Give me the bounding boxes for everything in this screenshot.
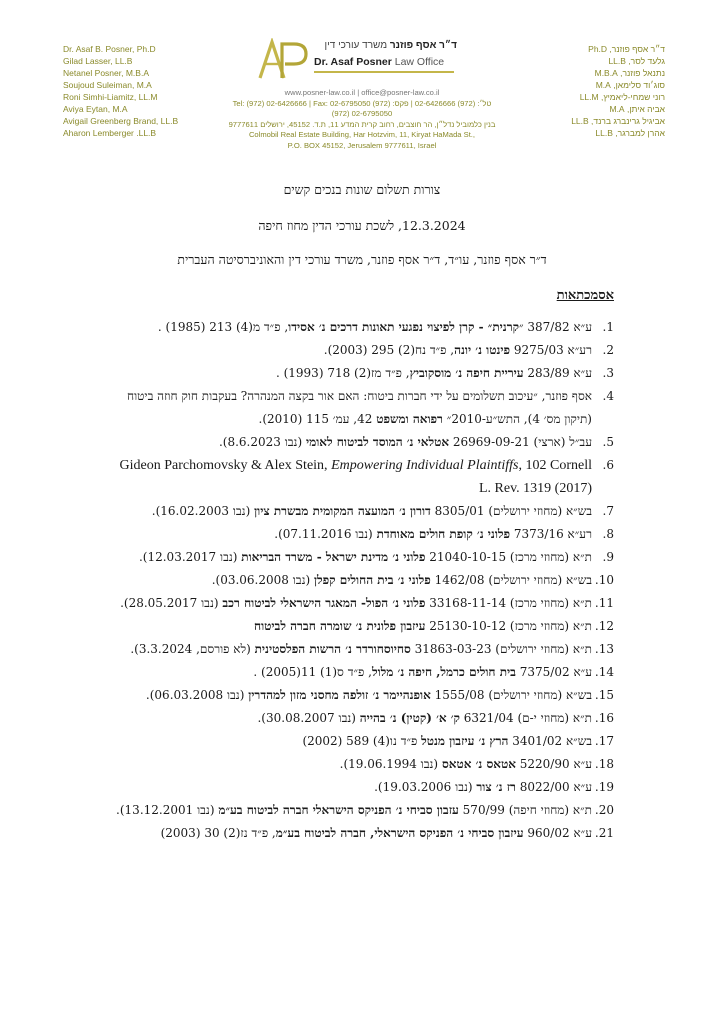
reference-suffix: (נבו 03.06.2008). [211,573,314,587]
reference-number: 8. [602,527,614,541]
doc-subtitle: 12.3.2024, לשכת עורכי הדין מחוז חיפה [258,218,466,233]
reference-item [110,638,614,661]
reference-item [110,431,614,454]
reference-suffix: (נבו 19.06.1994). [339,757,442,771]
reference-text [110,638,592,661]
reference-text [110,753,592,776]
contact-info [228,88,496,152]
reference-prefix: עב״ל (ארצי) 26969-09-21 [449,435,592,449]
reference-suffix: (לא פורסם, 3.3.2024). [130,642,255,656]
reference-case-name: פלוני נ׳ בית החולים קפלן [313,573,431,587]
reference-item [110,500,614,523]
lawyer-name: Avigail Greenberg Brand, LL.B [63,116,179,126]
lawyer-name: Roni Simhi-Liamitz, LL.M [63,92,158,102]
reference-item [110,730,614,753]
reference-number: 15. [594,688,614,702]
reference-number: 3. [602,366,614,380]
reference-item [110,339,614,362]
reference-suffix: (נבו 07.11.2016). [274,527,377,541]
reference-text [110,339,592,362]
reference-case-name: אטאס נ׳ אטאס [441,757,516,771]
letterhead-names-en [63,43,183,139]
reference-suffix: (נבו 16.02.2003). [151,504,255,518]
reference-item [110,454,614,500]
lawyer-name: ד״ר אסף פוזנר, Ph.D [588,44,665,54]
reference-text [110,523,592,546]
reference-text [110,500,592,523]
reference-case-name: עזבון סביחי נ׳ הפניקס הישראלי חברה לביטוח בע״מ [218,803,459,817]
reference-prefix: ת״א (מחוזי מרכז) 21040-10-15 [425,550,592,564]
reference-number: 19. [594,780,614,794]
reference-text [110,615,592,638]
reference-number: 4. [602,389,614,403]
letterhead-names-he [555,43,665,139]
reference-case-name: פלוני נ׳ קופת חולים מאוחדת [376,527,511,541]
reference-suffix: , פ״ד מ(4) 213 (1985) . [157,320,289,334]
reference-number: 13. [594,642,614,656]
reference-prefix: בש״א 3401/02 [508,734,592,748]
reference-prefix: ע״א 960/02 [523,826,592,840]
reference-text [110,316,592,339]
reference-prefix: ת״א (מחוזי מרכז) 25130-10-12 [425,619,592,633]
reference-text [110,362,592,385]
logo-english-name: Dr. Asaf Posner Law Office [314,56,445,68]
reference-item [110,569,614,592]
logo-divider [314,71,454,73]
reference-number: 11. [594,596,614,610]
doc-title: צורות תשלום שונות בנכים קשים [283,182,441,197]
reference-case-name: עיזבון סביחי נ׳ הפניקס הישראלי, חברה לביטוח בע״מ [275,826,524,840]
lawyer-name: Dr. Asaf B. Posner, Ph.D [63,44,156,54]
reference-text [110,385,592,431]
reference-prefix: ת״א (מחוזי ירושלים) 31863-03-23 [410,642,592,656]
reference-text [110,546,592,569]
reference-text [110,569,592,592]
reference-text [110,684,592,707]
lawyer-name: סוג׳וד סלימאן, M.A [595,80,665,90]
contact-phones: טל׳: (972) 02-6426666 | פקס: (972) 02-6795050 Tel: (972) 02-6426666 | Fax: (972) 02-6795050 [232,98,492,119]
reference-number: 12. [594,619,614,633]
reference-case-name: ק׳ א׳ (קטין) נ׳ בהייה [359,711,460,725]
ap-monogram-icon [258,38,312,80]
reference-number: 21. [594,826,614,840]
reference-case-name: פלוני נ׳ הפול- המאגר הישראלי לביטוח רכב [222,596,426,610]
references-list [110,316,614,845]
reference-suffix: 42, עמ׳ 115 (2010). [258,412,377,426]
lawyer-name: אביה איתן, M.A [609,104,665,114]
reference-suffix: (נבו 12.03.2017). [138,550,242,564]
reference-case-name: דורון נ׳ המועצה המקומית מבשרת ציון [254,504,431,518]
reference-item [110,385,614,431]
reference-number: 2. [602,343,614,357]
contact-po-box: P.O. BOX 45152, Jerusalem 9777611, Israel [287,140,437,150]
reference-item [110,615,614,638]
reference-item [110,546,614,569]
reference-case-name: סחיוסחורדר נ׳ הרשות הפלסטינית [254,642,411,656]
reference-prefix: בש״א (מחוזי ירושלים) 8305/01 [430,504,592,518]
reference-text [110,454,592,500]
reference-suffix: , פ״ד נז(2) 30 (2003) [160,826,276,840]
reference-number: 14. [594,665,614,679]
reference-suffix: (נבו 19.03.2006). [374,780,477,794]
reference-item [110,753,614,776]
reference-suffix: , פ״ד מז(2) 718 (1993) . [275,366,410,380]
reference-item [110,316,614,339]
reference-suffix: (נבו 06.03.2008). [145,688,249,702]
reference-number: 1. [602,320,614,334]
reference-prefix: אסף פוזנר, ״עיכוב תשלומים על ידי חברות ביטוח: האם אור בקצה המנהרה? בעקבות חוק חוזה ביטוח (תיקון מס׳ 4), התש״ע-2010״ [127,389,592,426]
reference-case-name: בית חולים כרמל, חיפה נ׳ מלול [371,665,516,679]
reference-case-name: קרנית״ - קרן לפיצוי נפגעי תאונות דרכים נ׳ אסידו [288,320,520,334]
lawyer-name: Aviya Eytan, M.A [63,104,128,114]
reference-case-name: עיריית חיפה נ׳ מוסקוביץ [409,366,524,380]
reference-case-name: אופנהיימר נ׳ זולפה מחסני מזון למהדרין [248,688,431,702]
reference-number: 16. [594,711,614,725]
reference-case-name: אטלאי נ׳ המוסד לביטוח לאומי [305,435,450,449]
lawyer-name: אביגיל גרינברג ברנד, LL.B [571,116,665,126]
law-office-logo [258,38,458,80]
reference-suffix: , פ״ד נח(2) 295 (2003). [323,343,455,357]
references-heading: אסמכתאות [556,288,614,303]
reference-suffix: (נבו 8.6.2023). [218,435,306,449]
lawyer-name: Aharon Lemberger .LL.B [63,128,157,138]
reference-title: Empowering Individual Plaintiffs [331,458,519,473]
reference-number: 6. [602,458,614,472]
logo-hebrew-name: ד״ר אסף פוזנר משרד עורכי דין [324,40,457,51]
reference-text [110,431,592,454]
reference-item [110,592,614,615]
reference-prefix: Gideon Parchomovsky & Alex Stein, [119,458,332,473]
reference-text [110,822,592,845]
reference-prefix: ת״א (מחוזי מרכז) 33168-11-14 [425,596,592,610]
reference-suffix: , פ״ד ס(1) 11(2005) . [253,665,372,679]
reference-item [110,822,614,845]
reference-item [110,661,614,684]
lawyer-name: Soujoud Suleiman, M.A [63,80,152,90]
reference-prefix: ע״א 8022/00 [515,780,592,794]
reference-case-name: פלוני נ׳ מדינת ישראל - משרד הבריאות [241,550,426,564]
reference-prefix: בש״א (מחוזי ירושלים) 1462/08 [430,573,592,587]
reference-prefix: ע״א 387/82 ״ [519,320,592,334]
reference-prefix: בש״א (מחוזי ירושלים) 1555/08 [430,688,592,702]
reference-case-name: עיזבון פלונית נ׳ שומרה חברה לביטוח [253,619,426,633]
reference-number: 18. [594,757,614,771]
reference-item [110,362,614,385]
reference-prefix: ע״א 7375/02 [515,665,592,679]
reference-prefix: רע״א 7373/16 [510,527,592,541]
reference-item [110,799,614,822]
doc-author: ד״ר אסף פוזנר, עו״ד, ד״ר אסף פוזנר, משרד עורכי דין והאוניברסיטה העברית [177,252,547,267]
lawyer-name: רוני שמחי-ליאמיץ, LL.M [579,92,665,102]
lawyer-name: Netanel Posner, M.B.A [63,68,149,78]
lawyer-name: גלעד לסר, LL.B [608,56,665,66]
reference-prefix: ע״א 283/89 [523,366,592,380]
contact-address-en: Colmobil Real Estate Building, Har Hotzvim, 11, Kiryat HaMada St., [248,130,476,140]
reference-text [110,707,592,730]
reference-suffix: (נבו 13.12.2001). [116,803,219,817]
reference-suffix: פ״ד נו(4) 589 (2002) [302,734,422,748]
contact-web-email: www.posner-law.co.il | office@posner-law.co.il [284,88,440,97]
reference-case-name: פינטו נ׳ יונה [454,343,511,357]
reference-item [110,684,614,707]
reference-case-name: רז נ׳ צור [476,780,516,794]
reference-text [110,592,592,615]
reference-number: 20. [594,803,614,817]
contact-address-he: בנין כלמוביל נדל״ן, הר חוצבים, רחוב קרית המדע 11, ת.ד. 45152, ירושלים 9777611 [228,119,496,129]
reference-item [110,776,614,799]
reference-suffix: (נבו 30.08.2007). [257,711,360,725]
lawyer-name: נתנאל פוזנר, M.B.A [594,68,665,78]
reference-text [110,799,592,822]
reference-number: 9. [602,550,614,564]
reference-prefix: ע״א 5220/90 [515,757,592,771]
reference-text [110,730,592,753]
reference-number: 10. [594,573,614,587]
reference-case-name: הרץ נ׳ עיזבון מנטל [421,734,509,748]
reference-text [110,776,592,799]
reference-prefix: ת״א (מחוזי חיפה) 570/99 [458,803,592,817]
reference-case-name: רפואה ומשפט [376,412,443,426]
reference-number: 17. [594,734,614,748]
reference-number: 7. [602,504,614,518]
lawyer-name: Gilad Lasser, LL.B [63,56,133,66]
reference-prefix: רע״א 9275/03 [510,343,592,357]
lawyer-name: אהרן למברגר, LL.B [595,128,665,138]
reference-number: 5. [602,435,614,449]
reference-prefix: ת״א (מחוזי י-ם) 6321/04 [459,711,592,725]
reference-suffix: , 102 Cornell L. Rev. 1319 (2017) [478,458,592,496]
reference-suffix: (נבו 28.05.2017). [120,596,223,610]
reference-text [110,661,592,684]
reference-item [110,523,614,546]
reference-item [110,707,614,730]
